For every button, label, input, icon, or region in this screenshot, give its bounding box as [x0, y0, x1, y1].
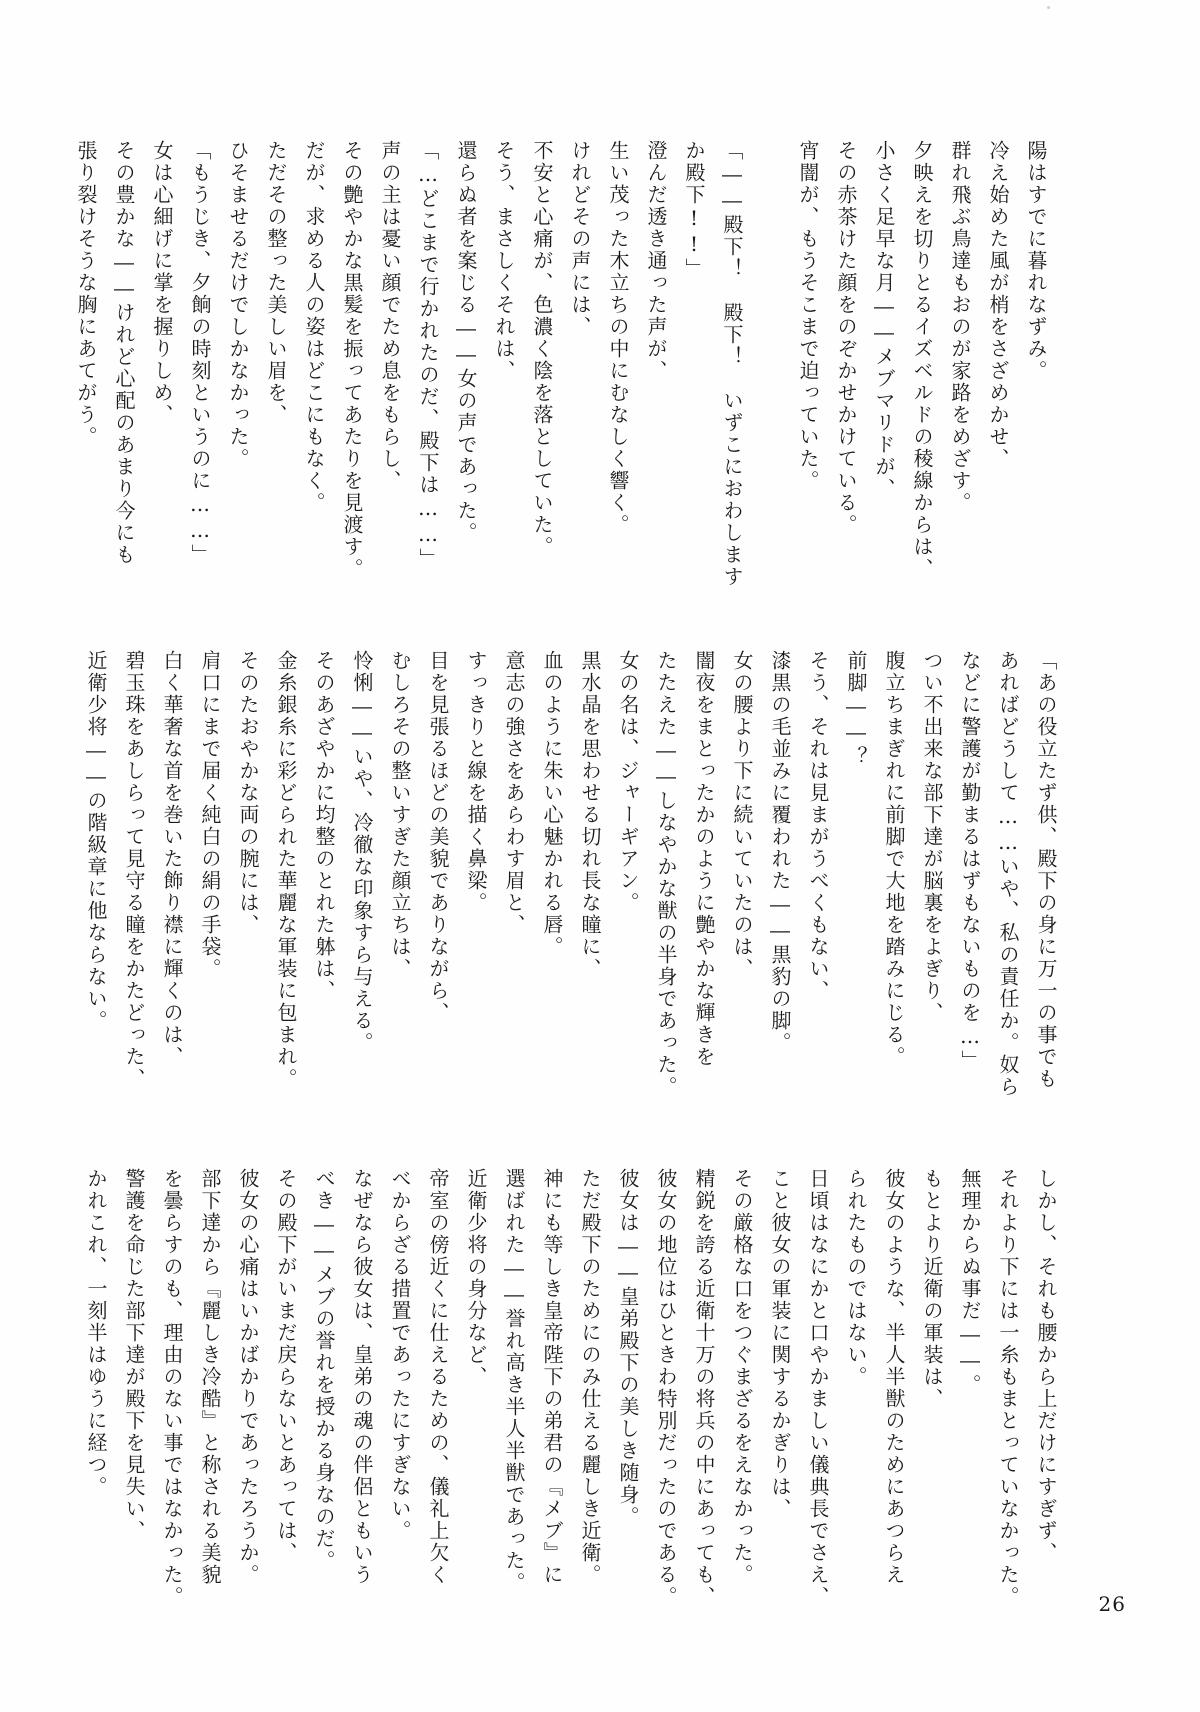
- text-line: なぜなら彼女は、皇弟の魂の伴侶ともいう: [350, 1168, 374, 1586]
- text-line: 夕映えを切りとるイズベルドの稜線からは、: [910, 140, 934, 580]
- text-line: を曇らすのも、理由のない事ではなかった。: [160, 1168, 184, 1608]
- text-line: 彼女は――皇弟殿下の美しき随身。: [616, 1168, 640, 1528]
- text-line: 近衛少将の身分など、: [464, 1168, 488, 1388]
- text-line: 碧玉珠をあしらって見守る瞳をかたどった、: [122, 650, 146, 1090]
- text-line: そのたおやかな両の腕には、: [236, 650, 260, 936]
- text-line: 宵闇が、もうそこまで迫っていた。: [796, 140, 820, 492]
- text-line: 意志の強さをあらわす眉と、: [502, 650, 526, 936]
- text-line: 帝室の傍近くに仕えるための、儀礼上欠く: [426, 1168, 450, 1586]
- text-line: その艶やかな黒髪を振ってあたりを見渡す。: [340, 140, 364, 580]
- text-line: 腹立ちまぎれに前脚で大地を踏みにじる。: [882, 650, 906, 1068]
- text-line: あればどうして……いや、私の責任か。奴ら: [996, 650, 1020, 1098]
- text-line: むしろその整いすぎた顔立ちは、: [388, 650, 412, 980]
- text-line: ひそませるだけでしかなかった。: [226, 140, 250, 470]
- text-line: 近衛少将――の階級章に他ならない。: [84, 650, 108, 1032]
- text-line: 小さく足早な月――メブマリドが、: [872, 140, 896, 500]
- text-line: 無理からぬ事だ――。: [958, 1168, 982, 1396]
- text-line: そのあざやかに均整のとれた躰は、: [312, 650, 336, 1002]
- text-tier-top: [60, 140, 1050, 600]
- text-line: 漆黒の毛並みに覆われた――黒豹の脚。: [768, 650, 792, 1054]
- text-line: しかし、それも腰から上だけにすぎず、: [1034, 1168, 1058, 1564]
- text-line: 肩口にまで届く純白の絹の手袋。: [198, 650, 222, 980]
- text-line: 女の腰より下に続いていたのは、: [730, 650, 754, 980]
- text-line: 彼女の地位はひときわ特別だったのである。: [654, 1168, 678, 1608]
- text-line: たたえた――しなやかな獣の半身であった。: [654, 650, 678, 1098]
- text-line: 還らぬ者を案じる――女の声であった。: [454, 140, 478, 544]
- text-line: 怜悧――いや、冷徹な印象すら与える。: [350, 650, 374, 1054]
- text-line: そう、それは見まがうべくもない、: [806, 650, 830, 1002]
- text-line: 金糸銀糸に彩どられた華麗な軍装に包まれ。: [274, 650, 298, 1090]
- text-line: 澄んだ透き通った声が、: [644, 140, 668, 382]
- text-line: 神にも等しき皇帝陛下の弟君の『メブ』に: [540, 1168, 564, 1586]
- text-line: つい不出来な部下達が脳裏をよぎり、: [920, 650, 944, 1024]
- text-line: 彼女のような、半人半獣のためにあつらえ: [882, 1168, 906, 1586]
- blank-line: [752, 140, 784, 600]
- page-number: 26: [1098, 1592, 1126, 1616]
- text-line: 彼女の心痛はいかばかりであったろうか。: [236, 1168, 260, 1586]
- text-line: 警護を命じた部下達が殿下を見失い、: [122, 1168, 146, 1542]
- text-line: もとより近衛の軍装は、: [920, 1168, 944, 1410]
- text-line: けれどその声には、: [568, 140, 592, 338]
- text-line: そう、まさしくそれは、: [492, 140, 516, 382]
- text-line: 「もうじき、夕餉の時刻というのに……」: [188, 140, 212, 566]
- text-line: 精鋭を誇る近衛十万の将兵の中にあっても、: [692, 1168, 716, 1608]
- text-line: 選ばれた――誉れ高き半人半獣であった。: [502, 1168, 526, 1594]
- text-line: 部下達から『麗しき冷酷』と称される美貌: [198, 1168, 222, 1586]
- text-line: 群れ飛ぶ鳥達もおのが家路をめざす。: [948, 140, 972, 514]
- text-line: 血のように朱い心魅かれる唇。: [540, 650, 564, 958]
- text-tier-bottom: [60, 1168, 1060, 1638]
- text-line: 白く華奢な首を巻いた飾り襟に輝くのは、: [160, 650, 184, 1068]
- text-line: 冷え始めた風が梢をさざめかせ、: [986, 140, 1010, 470]
- text-line: すっきりと線を描く鼻梁。: [464, 650, 488, 914]
- text-line: それより下には一糸もまとっていなかった。: [996, 1168, 1020, 1608]
- text-line: かれこれ、一刻半はゆうに経つ。: [84, 1168, 108, 1498]
- text-line: 日頃はなにかと口やかましい儀典長でさえ、: [806, 1168, 830, 1608]
- text-line: 黒水晶を思わせる切れ長な瞳に、: [578, 650, 602, 980]
- text-line: 前脚――？: [844, 650, 868, 768]
- text-line: だが、求める人の姿はどこにもなく。: [302, 140, 326, 514]
- text-line: られたものではない。: [844, 1168, 868, 1388]
- text-line: 女の名は、ジャーギアン。: [616, 650, 640, 914]
- text-line: その豊かな――けれど心配のあまり今にも: [112, 140, 136, 566]
- text-line: その厳格な口をつぐまざるをえなかった。: [730, 1168, 754, 1586]
- text-line: 不安と心痛が、色濃く陰を落としていた。: [530, 140, 554, 558]
- text-line: 「――殿下！ 殿下！ いずこにおわします: [720, 140, 744, 588]
- text-line: べからざる措置であったにすぎない。: [388, 1168, 412, 1542]
- text-line: 生い茂った木立ちの中にむなしく響く。: [606, 140, 630, 536]
- text-line: こと彼女の軍装に関するかぎりは、: [768, 1168, 792, 1520]
- text-line: 闇夜をまとったかのように艶やかな輝きを: [692, 650, 716, 1068]
- text-line: べき――メブの誉れを授かる身なのだ。: [312, 1168, 336, 1572]
- text-line: 張り裂けそうな胸にあてがう。: [74, 140, 98, 448]
- text-line: ただ殿下のためにのみ仕える麗しき近衛。: [578, 1168, 602, 1586]
- page-smudge: [1047, 6, 1050, 9]
- text-line: 「…どこまで行かれたのだ、殿下は……」: [416, 140, 440, 570]
- text-line: などに警護が勤まるはずもないものを…」: [958, 650, 982, 1072]
- text-line: 女は心細げに掌を握りしめ、: [150, 140, 174, 426]
- text-line: 目を見張るほどの美貌でありながら、: [426, 650, 450, 1024]
- text-line: 「あの役立たず供、殿下の身に万一の事でも: [1034, 650, 1058, 1090]
- text-line: その赤茶けた顔をのぞかせかけている。: [834, 140, 858, 536]
- text-line: ただその整った美しい眉を、: [264, 140, 288, 426]
- text-line: か殿下!!」: [682, 140, 706, 280]
- text-line: 陽はすでに暮れなずみ。: [1024, 140, 1048, 382]
- text-line: その殿下がいまだ戻らないとあっては、: [274, 1168, 298, 1564]
- text-tier-middle: [60, 650, 1060, 1120]
- text-line: 声の主は憂い顔でため息をもらし、: [378, 140, 402, 492]
